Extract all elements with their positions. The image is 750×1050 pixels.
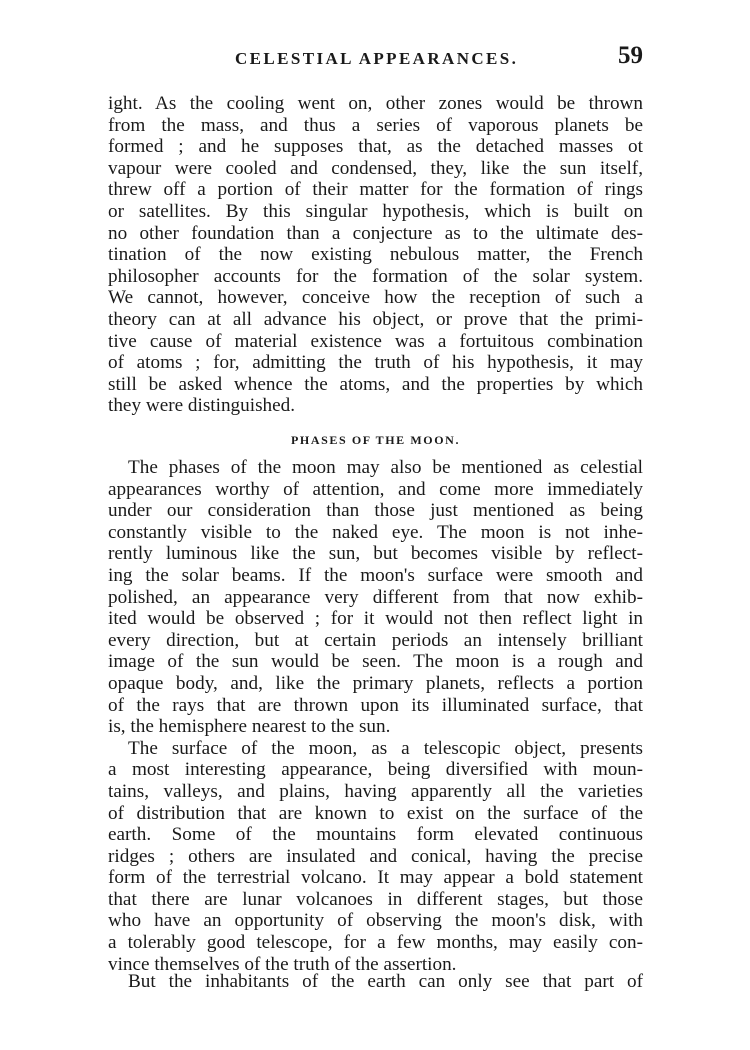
running-head xyxy=(108,42,643,76)
text-line: rently luminous like the sun, but becomes visible by reflect- xyxy=(108,543,643,565)
body-text xyxy=(108,457,643,975)
text-line: of distribution that are known to exist on the surface of the xyxy=(108,802,643,824)
paragraph-start xyxy=(108,971,643,993)
text-line: from the mass, and thus a series of vaporous planets be xyxy=(108,114,643,136)
text-line: a tolerably good telescope, for a few months, may easily con- xyxy=(108,932,643,954)
text-line: no other foundation than a conjecture as to the ultimate des- xyxy=(108,222,643,244)
text-line: vapour were cooled and condensed, they, like the sun itself, xyxy=(108,157,643,179)
paragraph-continued xyxy=(108,93,643,417)
text-line: polished, an appearance very different from that now exhib- xyxy=(108,586,643,608)
text-line: The surface of the moon, as a telescopic object, presents xyxy=(128,737,643,759)
text-line: ridges ; others are insulated and conical, having the precise xyxy=(108,845,643,867)
text-line: appearances worthy of attention, and come more immediately xyxy=(108,478,643,500)
running-head-title: CELESTIAL APPEARANCES. xyxy=(235,49,519,68)
text-line: is, the hemisphere nearest to the sun. xyxy=(108,716,391,738)
text-line: ited would be observed ; for it would not then reflect light in xyxy=(108,608,643,630)
text-line: philosopher accounts for the formation of the solar system. xyxy=(108,265,643,287)
text-line: vince themselves of the truth of the assertion. xyxy=(108,953,457,975)
text-line: tination of the now existing nebulous matter, the French xyxy=(108,244,643,266)
text-line: a most interesting appearance, being diversified with moun- xyxy=(108,759,643,781)
text-line: We cannot, however, conceive how the reception of such a xyxy=(108,287,643,309)
text-line: or satellites. By this singular hypothesis, which is built on xyxy=(108,200,643,222)
text-line: tains, valleys, and plains, having apparently all the varieties xyxy=(108,780,643,802)
text-line: still be asked whence the atoms, and the properties by which xyxy=(108,373,643,395)
text-line: they were distinguished. xyxy=(108,395,296,417)
text-line: of the rays that are thrown upon its illuminated surface, that xyxy=(108,694,643,716)
text-line: that there are lunar volcanoes in different stages, but those xyxy=(108,888,643,910)
text-line: of atoms ; for, admitting the truth of his hypothesis, it may xyxy=(108,352,643,374)
page-number: 59 xyxy=(618,42,643,69)
text-line: tive cause of material existence was a fortuitous combination xyxy=(108,330,643,352)
text-line: who have an opportunity of observing the moon's disk, with xyxy=(108,910,643,932)
text-line: The phases of the moon may also be mentioned as celestial xyxy=(128,457,643,478)
text-line: formed ; and he supposes that, as the detached masses ot xyxy=(108,136,643,158)
text-line: earth. Some of the mountains form elevated continuous xyxy=(108,824,643,846)
section-heading: PHASES OF THE MOON. xyxy=(290,433,461,447)
text-line: But the inhabitants of the earth can only see that part of xyxy=(128,971,643,992)
text-line: ing the solar beams. If the moon's surface were smooth and xyxy=(108,564,643,586)
text-line: under our consideration than those just mentioned as being xyxy=(108,500,643,522)
text-line: threw off a portion of their matter for the formation of rings xyxy=(108,179,643,201)
text-line: theory can at all advance his object, or prove that the primi- xyxy=(108,308,643,330)
text-line: form of the terrestrial volcano. It may appear a bold statement xyxy=(108,867,643,889)
text-line: constantly visible to the naked eye. The moon is not inhe- xyxy=(108,521,643,543)
text-line: every direction, but at certain periods an intensely brilliant xyxy=(108,629,643,651)
text-line: ight. As the cooling went on, other zones would be thrown xyxy=(108,93,643,114)
text-line: image of the sun would be seen. The moon is a rough and xyxy=(108,651,643,673)
text-line: opaque body, and, like the primary planets, reflects a portion xyxy=(108,672,643,694)
